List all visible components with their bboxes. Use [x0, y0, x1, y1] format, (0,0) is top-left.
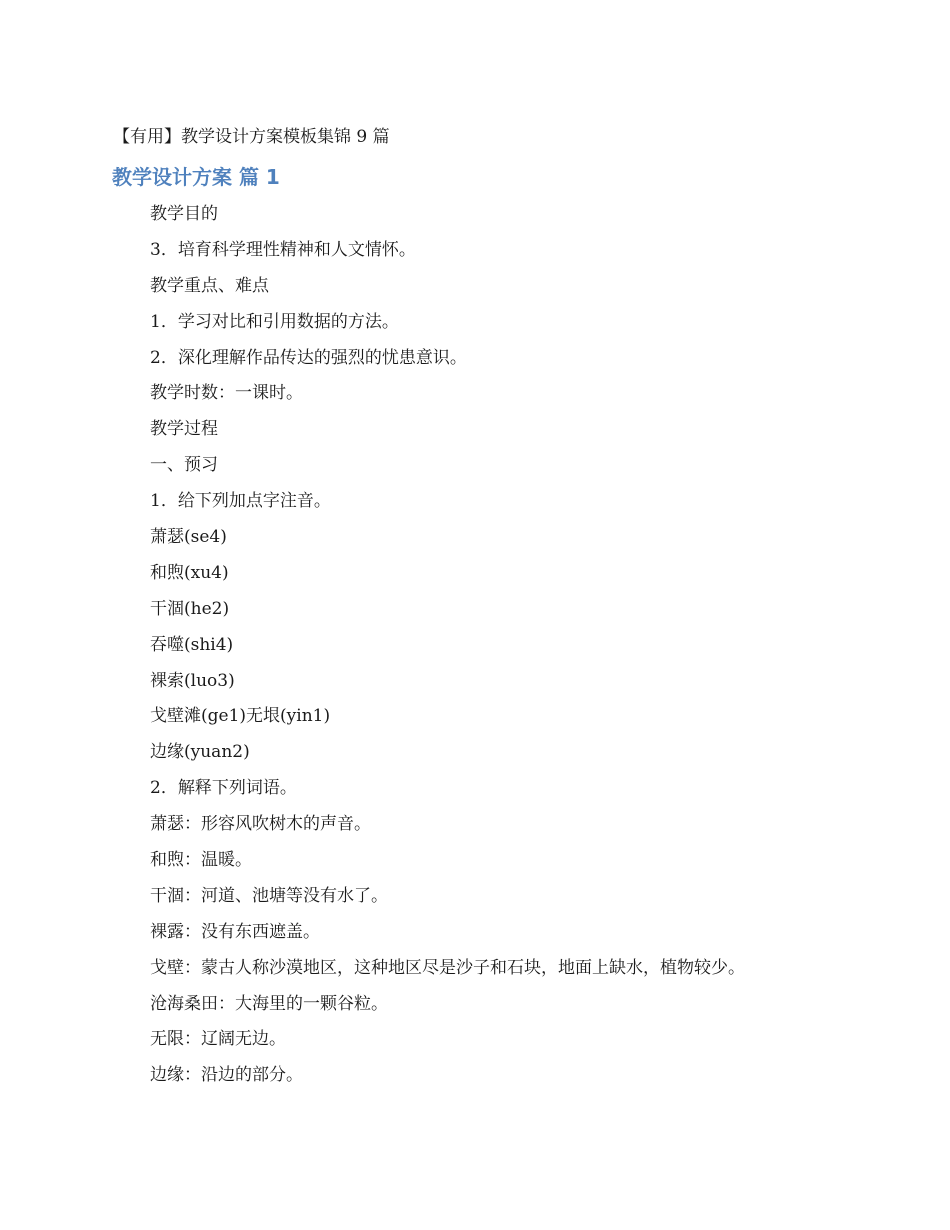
text-line: 1．学习对比和引用数据的方法。 — [150, 311, 399, 332]
text-line: 无限：辽阔无边。 — [150, 1029, 286, 1050]
section-heading: 教学设计方案 篇 1 — [112, 165, 280, 189]
text-line: 萧瑟(se4) — [150, 527, 227, 548]
text-line: 干涸(he2) — [150, 598, 230, 619]
text-line: 萧瑟：形容风吹树木的声音。 — [150, 814, 371, 835]
text-line: 教学目的 — [150, 204, 218, 224]
text-line: 沧海桑田：大海里的一颗谷粒。 — [150, 993, 388, 1014]
text-line: 边缘(yuan2) — [150, 742, 250, 763]
text-line: 边缘：沿边的部分。 — [150, 1065, 303, 1086]
text-line: 吞噬(shi4) — [150, 634, 234, 655]
body-text — [150, 201, 745, 1098]
text-line: 教学过程 — [150, 419, 218, 440]
text-line: 3．培育科学理性精神和人文情怀。 — [150, 239, 416, 260]
text-line: 教学重点、难点 — [150, 275, 269, 296]
text-line: 2．解释下列词语。 — [150, 778, 297, 799]
text-line: 和煦：温暖。 — [150, 850, 252, 871]
text-line: 干涸：河道、池塘等没有水了。 — [150, 885, 388, 906]
text-line: 教学时数：一课时。 — [150, 383, 303, 404]
text-line: 一、预习 — [150, 455, 218, 476]
text-line: 1．给下列加点字注音。 — [150, 491, 331, 512]
document-title: 【有用】教学设计方案模板集锦 9 篇 — [113, 127, 390, 147]
text-line: 裸露：没有东西遮盖。 — [150, 921, 320, 942]
text-line: 戈壁滩(ge1)无垠(yin1) — [150, 706, 331, 727]
text-line: 戈壁：蒙古人称沙漠地区，这种地区尽是沙子和石块，地面上缺水，植物较少。 — [150, 957, 745, 978]
text-line: 裸索(luo3) — [150, 670, 235, 691]
text-line: 和煦(xu4) — [150, 562, 229, 583]
text-line: 2．深化理解作品传达的强烈的忧患意识。 — [150, 347, 467, 368]
